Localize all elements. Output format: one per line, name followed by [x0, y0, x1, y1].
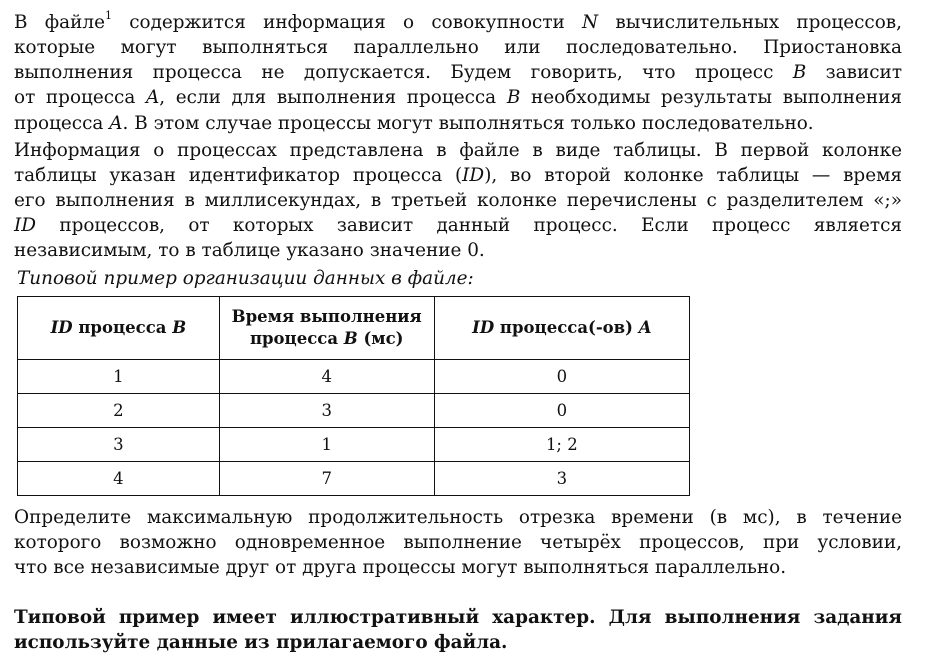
var-a: A [109, 113, 123, 134]
table-row [18, 428, 690, 462]
intro-text: необходимы результаты выполнения [520, 87, 902, 108]
question-line-1: Определите максимальную продолжительность отрезка времени (в мс), в течение [14, 507, 902, 528]
table-row [18, 360, 690, 394]
intro-text: В файле [14, 12, 105, 33]
cell-id: 1 [18, 360, 220, 394]
intro-line-3 [14, 60, 902, 85]
var-id: ID [462, 165, 485, 186]
intro-text: зависит [806, 62, 902, 83]
header-text: (мс) [357, 329, 404, 348]
info-line-1: Информация о процессах представлена в файле в виде таблицы. В первой колонке [14, 140, 902, 161]
cell-deps: 0 [434, 360, 689, 394]
var-b: B [506, 87, 521, 108]
table-row [18, 394, 690, 428]
header-text: A [638, 318, 652, 337]
cell-time: 7 [219, 462, 434, 496]
header-text: процесса [249, 329, 344, 348]
info-text: таблицы указан идентификатор процесса ( [14, 165, 463, 186]
table-caption: Типовой пример организации данных в файле: [17, 268, 474, 289]
intro-line-2: которые могут выполняться параллельно или последовательно. Приостановка [14, 37, 902, 58]
header-id-a [434, 297, 689, 360]
header-text: ID [50, 318, 73, 337]
intro-line-5 [14, 111, 902, 136]
var-n: N [582, 12, 599, 33]
intro-text: выполнения процесса не допускается. Будем говорить, что процесс [14, 62, 793, 83]
cell-id: 4 [18, 462, 220, 496]
header-text: процесса(-ов) [494, 318, 639, 337]
header-text: Время выполнения [231, 307, 422, 326]
info-line-4 [14, 213, 902, 238]
cell-time: 4 [219, 360, 434, 394]
cell-time: 3 [219, 394, 434, 428]
footnote-marker: 1 [104, 8, 112, 22]
header-text: ID [472, 318, 495, 337]
intro-text: вычислительных процессов, [598, 12, 902, 33]
info-line-3: его выполнения в миллисекундах, в третьей колонке перечислены с разделителем «;» [14, 190, 902, 211]
process-table [17, 296, 690, 496]
cell-time: 1 [219, 428, 434, 462]
info-text: ), во второй колонке таблицы — время [484, 165, 902, 186]
header-time [219, 297, 434, 360]
intro-text: процесса [14, 113, 110, 134]
cell-id: 2 [18, 394, 220, 428]
cell-id: 3 [18, 428, 220, 462]
note-line-1: Типовой пример имеет иллюстративный характер. Для выполнения задания [14, 607, 902, 628]
var-b: B [792, 62, 807, 83]
intro-line-1 [14, 10, 902, 35]
header-text: процесса [72, 318, 173, 337]
var-id: ID [14, 215, 37, 236]
info-text: процессов, от которых зависит данный процесс. Если процесс является [36, 215, 902, 236]
intro-text: . В этом случае процессы могут выполняться только последовательно. [122, 113, 814, 134]
cell-deps: 1; 2 [434, 428, 689, 462]
table-row [18, 462, 690, 496]
header-id-b [18, 297, 220, 360]
intro-text: от процесса [14, 87, 146, 108]
note-line-2: используйте данные из прилагаемого файла. [14, 632, 508, 653]
info-line-5: независимым, то в таблице указано значение 0. [14, 240, 485, 261]
var-a: A [145, 87, 160, 108]
question-line-3: что все независимые друг от друга процессы могут выполняться параллельно. [14, 557, 787, 578]
info-line-2 [14, 163, 902, 188]
header-text: B [343, 329, 358, 348]
cell-deps: 3 [434, 462, 689, 496]
intro-text: содержится информация о совокупности [111, 12, 583, 33]
header-text: B [172, 318, 187, 337]
intro-text: , если для выполнения процесса [159, 87, 507, 108]
question-line-2: которого возможно одновременное выполнение четырёх процессов, при условии, [14, 532, 902, 553]
cell-deps: 0 [434, 394, 689, 428]
table-header-row [18, 297, 690, 360]
intro-line-4 [14, 85, 902, 110]
